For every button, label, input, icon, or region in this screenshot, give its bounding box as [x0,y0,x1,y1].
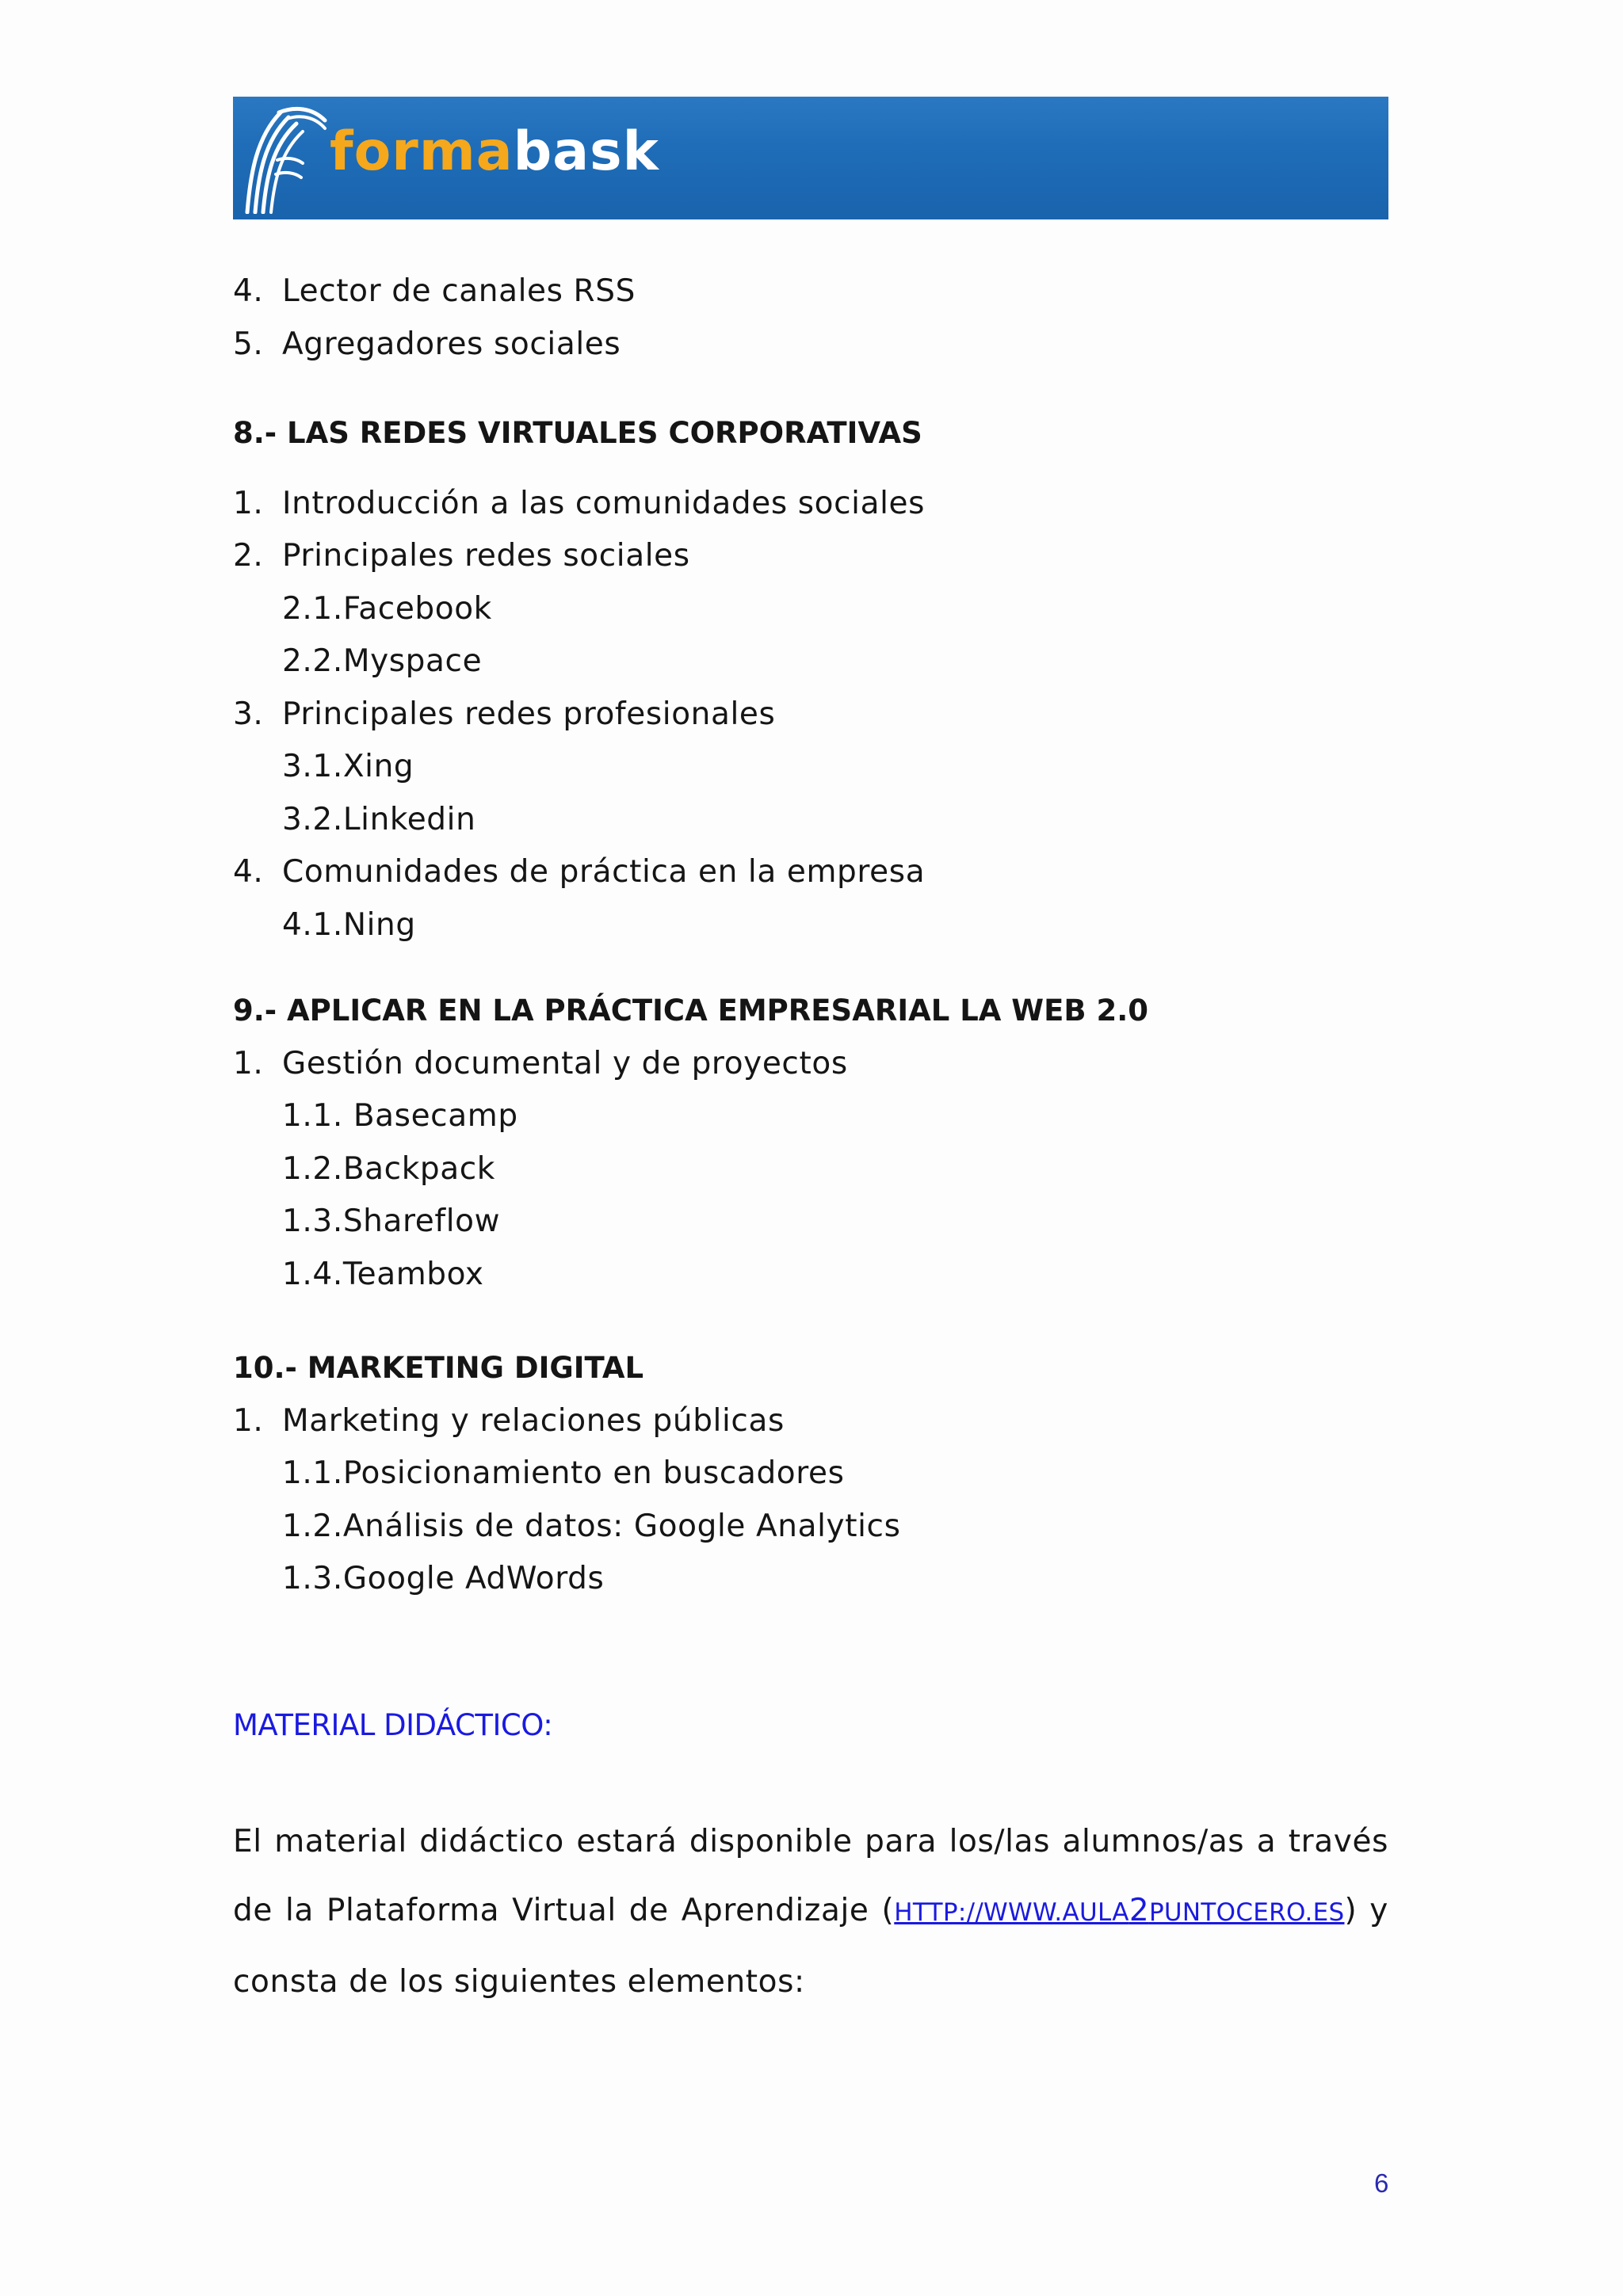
list-text: Comunidades de práctica en la empresa [282,854,926,890]
formabask-logo-icon [239,101,334,214]
paragraph-text-before: El material didáctico estará disponible para los/las alumnos/as a través de la Plataforma Virtual de Aprendizaje ( [233,1824,1388,1928]
sub-list-item: 2.2.Myspace [282,643,483,679]
sub-list-item: 1.2.Backpack [282,1150,495,1187]
section-heading: 8.- LAS REDES VIRTUALES CORPORATIVAS [233,416,922,450]
list-number: 1. [233,1402,264,1439]
material-heading: MATERIAL DIDÁCTICO: [233,1707,553,1742]
link-text-part: HTTP://WWW.AULA [894,1898,1129,1927]
list-text: Agregadores sociales [282,326,621,362]
section-heading: 10.- MARKETING DIGITAL [233,1351,644,1385]
list-number: 1. [233,1045,264,1081]
sub-list-item: 1.3.Shareflow [282,1203,501,1239]
list-item [233,688,1388,742]
list-number: 4. [233,854,264,890]
list-text: Gestión documental y de proyectos [282,1045,848,1081]
sub-list-item: 3.1.Xing [282,749,414,784]
list-item [233,530,1388,583]
sub-list-item: 1.1. Basecamp [282,1098,518,1134]
page-number: 6 [1374,2168,1389,2198]
list-item [233,318,1388,372]
header-banner [233,97,1388,219]
list-item [233,846,1388,899]
list-item [233,1395,1388,1448]
section-heading: 9.- APLICAR EN LA PRÁCTICA EMPRESARIAL LA WEB 2.0 [233,994,1149,1028]
link-text-part: 2 [1128,1893,1149,1928]
list-text: Introducción a las comunidades sociales [282,485,926,521]
list-number: 2. [233,538,264,574]
list-number: 4. [233,273,264,309]
sub-list-item: 1.4.Teambox [282,1256,484,1292]
list-text: Principales redes profesionales [282,696,776,732]
sub-list-item: 4.1.Ning [282,906,416,943]
sub-list-item: 1.2.Análisis de datos: Google Analytics [282,1508,901,1544]
sub-list-item: 2.1.Facebook [282,590,492,627]
sub-list-item: 1.3.Google AdWords [282,1561,605,1596]
sub-list-item: 3.2.Linkedin [282,801,476,837]
brand-logotype [330,120,659,183]
list-text: Principales redes sociales [282,538,690,574]
list-text: Lector de canales RSS [282,273,636,309]
paragraph-text-after: ) y consta de los siguientes elementos: [233,1893,1388,2000]
document-body [233,265,1388,2016]
list-text: Marketing y relaciones públicas [282,1402,785,1439]
list-number: 1. [233,485,264,521]
list-item [233,265,1388,318]
list-number: 5. [233,326,264,362]
list-number: 3. [233,696,264,732]
list-item [233,478,1388,531]
platform-link[interactable] [894,1893,1345,1928]
link-text-part: PUNTOCERO.ES [1148,1898,1345,1927]
brand-part-forma: forma [330,120,514,183]
sub-list-item: 1.1.Posicionamiento en buscadores [282,1455,845,1491]
material-paragraph [233,1807,1388,2016]
brand-part-bask: bask [513,120,659,183]
list-item [233,1038,1388,1091]
